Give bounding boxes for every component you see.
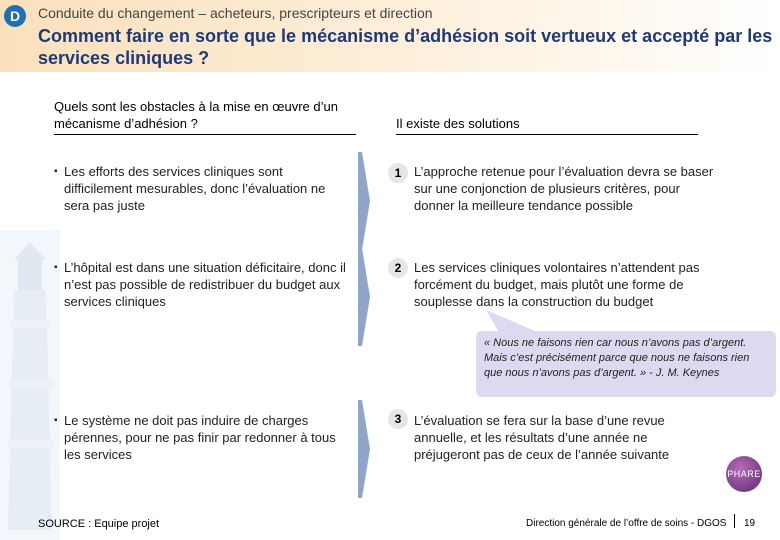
chevron-right-icon	[358, 152, 370, 250]
lighthouse-decoration-icon	[0, 230, 60, 540]
slide-title: Comment faire en sorte que le mécanisme d’adhésion soit vertueux et accepté par les services cliniques ?	[38, 26, 773, 68]
solution-3: L’évaluation se fera sur la base d’une revue annuelle, et les résultats d’une année ne préjugeront pas de ceux de l’année suivante	[414, 413, 670, 462]
obstacle-2: ▪ L’hôpital est dans une situation déficitaire, donc il n’est pas possible de redistribuer du budget aux services cliniques	[64, 259, 354, 310]
phare-logo: PHARE	[726, 456, 762, 492]
obstacle-1: ▪ Les efforts des services cliniques sont difficilement mesurables, donc l’évaluation ne sera pas juste	[64, 163, 354, 214]
solution-number-1: 1	[388, 163, 408, 183]
obstacle-3: ▪ Le système ne doit pas induire de charges pérennes, pour ne pas finir par redonner à tous les services	[64, 412, 354, 463]
solution-2: Les services cliniques volontaires n’attendent pas forcément du budget, mais plutôt une forme de souplesse dans la construction du budget	[414, 260, 700, 309]
solution-number-2: 2	[388, 258, 408, 278]
footer-organization: Direction générale de l’offre de soins - DGOS	[526, 518, 727, 529]
source-note: SOURCE : Equipe projet	[38, 518, 160, 530]
section-badge: D	[4, 5, 26, 27]
solution-1: L’approche retenue pour l’évaluation devra se baser sur une conjonction de plusieurs critères, pour donner la meilleure tendance possible	[414, 164, 714, 213]
chevron-right-icon	[358, 400, 370, 498]
keynes-quote: « Nous ne faisons rien car nous n’avons pas d’argent. Mais c’est précisément parce que nous ne faisons rien que nous n’avons pas d’argent. » - J. M. Keynes	[484, 337, 750, 379]
solution-number-3: 3	[388, 409, 408, 429]
chevron-right-icon	[358, 248, 370, 346]
section-label: Conduite du changement – acheteurs, prescripteurs et direction	[38, 5, 433, 21]
solutions-heading: Il existe des solutions	[396, 115, 698, 135]
obstacles-heading: Quels sont les obstacles à la mise en œuvre d’un mécanisme d’adhésion ?	[54, 98, 356, 135]
footer-separator	[734, 514, 735, 528]
page-number: 19	[744, 518, 756, 529]
